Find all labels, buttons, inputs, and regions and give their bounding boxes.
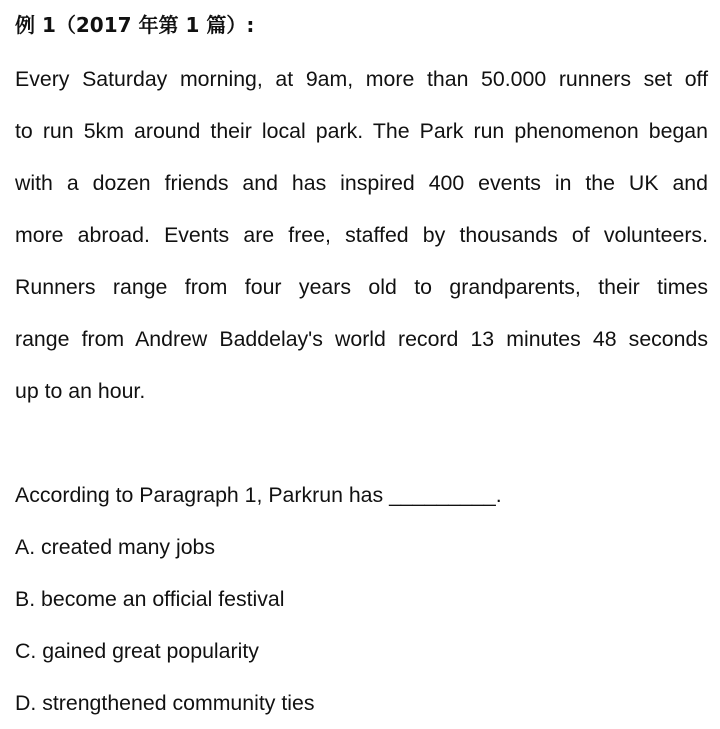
- answer-option-b: B. become an official festival: [15, 587, 285, 611]
- passage-line: range from Andrew Baddelay's world record 13 minutes 48 seconds: [15, 327, 708, 351]
- example-heading: 例 1（2017 年第 1 篇）:: [15, 13, 255, 37]
- passage-line: to run 5km around their local park. The Park run phenomenon began: [15, 119, 708, 143]
- passage-line: with a dozen friends and has inspired 400 events in the UK and: [15, 171, 708, 195]
- passage-line: more abroad. Events are free, staffed by thousands of volunteers.: [15, 223, 708, 247]
- passage-line: up to an hour.: [15, 379, 146, 403]
- reading-passage: [15, 53, 708, 417]
- question-block: [15, 469, 708, 729]
- answer-option-a: A. created many jobs: [15, 535, 216, 559]
- answer-option-c: C. gained great popularity: [15, 639, 259, 663]
- question-stem: According to Paragraph 1, Parkrun has _________.: [15, 483, 502, 507]
- passage-line: Runners range from four years old to grandparents, their times: [15, 275, 708, 299]
- answer-option-d: D. strengthened community ties: [15, 691, 315, 715]
- passage-line: Every Saturday morning, at 9am, more than 50.000 runners set off: [15, 67, 708, 91]
